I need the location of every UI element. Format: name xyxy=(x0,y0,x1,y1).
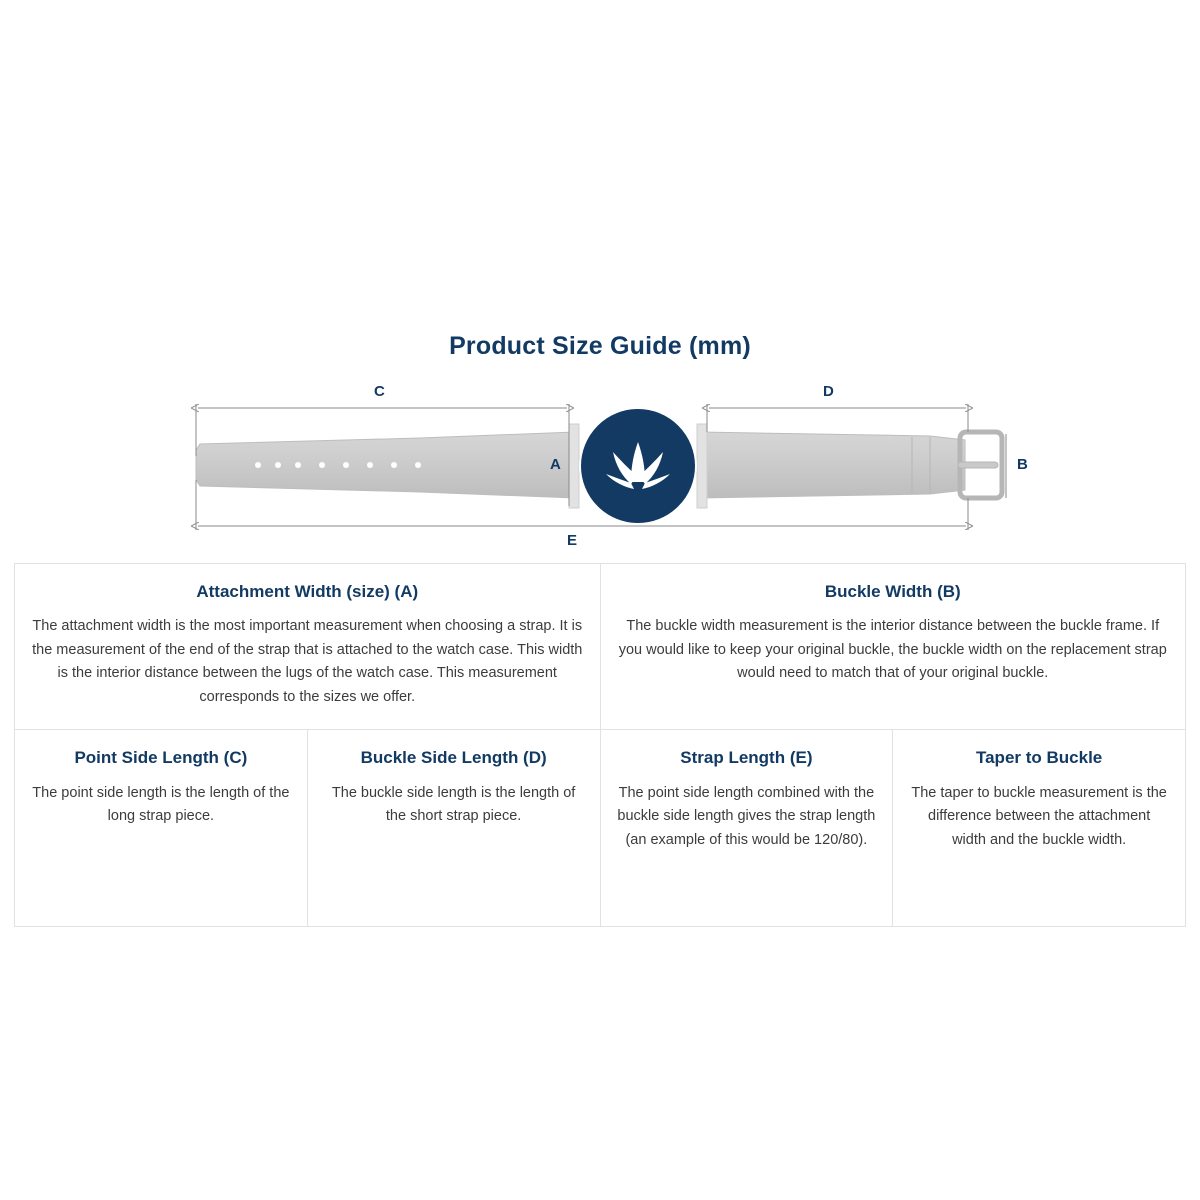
table-row xyxy=(15,730,1186,927)
label-c: C xyxy=(374,383,385,400)
size-guide-table xyxy=(14,563,1186,927)
cell-body: The buckle width measurement is the interior distance between the buckle frame. If you would like to keep your original buckle, the buckle width on the replacement strap would need to match that of your original buckle. xyxy=(618,618,1167,682)
label-b: B xyxy=(1017,456,1028,473)
cell-body: The point side length is the length of the long strap piece. xyxy=(32,784,290,825)
cell-buckle-side-length xyxy=(307,730,600,927)
cell-title: Point Side Length (C) xyxy=(74,748,248,768)
label-d: D xyxy=(823,383,834,400)
cell-title: Strap Length (E) xyxy=(680,748,813,768)
page-title: Product Size Guide (mm) xyxy=(449,332,751,360)
cell-title: Taper to Buckle xyxy=(975,748,1103,768)
label-e: E xyxy=(567,532,578,549)
table-row xyxy=(15,564,1186,730)
cell-title: Attachment Width (size) (A) xyxy=(196,582,419,601)
label-a: A xyxy=(550,456,561,473)
dimension-line-d xyxy=(707,404,968,432)
cell-attachment-width xyxy=(15,564,601,730)
cell-body: The buckle side length is the length of the short strap piece. xyxy=(331,784,576,825)
cell-title: Buckle Width (B) xyxy=(824,582,961,601)
cell-buckle-width xyxy=(600,564,1186,730)
cell-body: The point side length combined with the buckle side length gives the strap length (an example of this would be 120/80). xyxy=(617,784,876,848)
strap-diagram xyxy=(0,370,1200,560)
watch-dial-logo xyxy=(580,408,696,524)
cell-strap-length xyxy=(600,730,893,927)
strap-buckle-side xyxy=(700,432,965,498)
cell-body: The attachment width is the most important measurement when choosing a strap. It is the measurement of the end of the strap that is attached to the watch case. This width is the interior distance between the lugs of the watch case. This measurement corresponds to the sizes we offer. xyxy=(32,618,583,705)
cell-point-side-length xyxy=(15,730,308,927)
cell-title: Buckle Side Length (D) xyxy=(360,748,547,768)
strap-point-side xyxy=(196,432,575,498)
cell-taper-to-buckle xyxy=(893,730,1186,927)
cell-body: The taper to buckle measurement is the difference between the attachment width and the buckle width. xyxy=(911,784,1167,848)
